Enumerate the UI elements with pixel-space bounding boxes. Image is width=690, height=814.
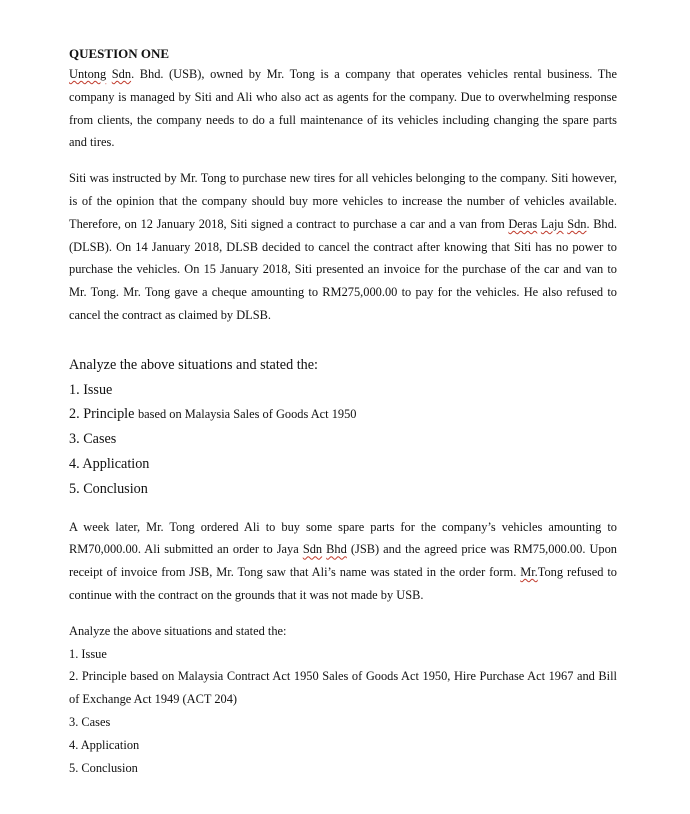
list-item-application: 4. Application xyxy=(69,737,140,752)
paragraph-ali-order xyxy=(69,516,617,607)
list-item-principle: 2. Principle based on Malaysia Sales of Goods Act 1950 xyxy=(69,406,357,423)
analyze-intro: Analyze the above situations and stated the: xyxy=(69,623,287,638)
paragraph-text: (JSB) and the agreed price was RM75,000.00. Upon receipt of invoice from JSB, Mr. Tong saw that Ali’s name was stated in the order form. xyxy=(69,542,618,580)
paragraph-company-background xyxy=(69,63,617,154)
list-item-application: 4. Application xyxy=(69,455,150,472)
list-item-cases: 3. Cases xyxy=(69,714,111,729)
spell-flag-word: Mr. xyxy=(520,565,538,580)
list-item-principle: 2. Principle based on Malaysia Contract Act 1950 Sales of Goods Act 1950, Hire Purchase Act 1967 and Bill of Exchange Act 1949 (ACT 204) xyxy=(69,669,617,707)
paragraph-text: A week later, Mr. Tong ordered Ali to buy some spare parts for the company’s vehicles amounting to RM70,000.00. Ali submitted an order to Jaya xyxy=(69,519,617,557)
question-heading: QUESTION ONE xyxy=(69,46,170,61)
spell-flag-word: Sdn xyxy=(567,216,587,231)
spell-flag-word: Sdn xyxy=(111,67,132,81)
paragraph-text: Siti was instructed by Mr. Tong to purchase new tires for all vehicles belonging to the company. Siti however, is of the opinion that the company should buy more vehicles to increase the number of vehicles available. Therefore, on 12 January 2018, Siti signed a contract to purchase a car and a van from xyxy=(69,171,617,231)
list-item-issue: 1. Issue xyxy=(69,381,113,398)
paragraph-text: . Bhd. (USB), owned by Mr. Tong is a company that operates vehicles rental business. The company is managed by Siti and Ali who also act as agents for the company. Due to overwhelming response from clients, the company needs to do a full maintenance of its vehicles including changing the spare parts and tires. xyxy=(69,67,617,150)
paragraph-text: . Bhd. (DLSB). On 14 January 2018, DLSB decided to cancel the contract after knowing that Siti has no power to purchase the vehicles. On 15 January 2018, Siti presented an invoice for the purchase of the car and van to Mr. Tong. Mr. Tong gave a cheque amounting to RM275,000.00 to pay for the vehicles. He also refused to cancel the contract as claimed by DLSB. xyxy=(69,216,617,322)
analyze-list-1 xyxy=(69,353,617,502)
list-item-issue: 1. Issue xyxy=(69,646,107,661)
analyze-intro: Analyze the above situations and stated the: xyxy=(69,356,318,373)
list-item-conclusion: 5. Conclusion xyxy=(69,760,138,775)
spell-flag-word: Untong xyxy=(69,67,107,81)
paragraph-text: Tong refused to continue with the contract on the grounds that it was not made by USB. xyxy=(69,565,617,602)
analyze-list-2 xyxy=(69,620,617,780)
spell-flag-word: Laju xyxy=(540,216,564,231)
document-page xyxy=(69,45,617,779)
spell-flag-word: Bhd xyxy=(326,542,347,557)
spell-flag-word: Sdn xyxy=(302,542,323,557)
list-item-cases: 3. Cases xyxy=(69,431,117,448)
spell-flag-word: Deras xyxy=(508,216,538,231)
paragraph-siti-purchase xyxy=(69,167,617,327)
list-item-conclusion: 5. Conclusion xyxy=(69,480,148,497)
